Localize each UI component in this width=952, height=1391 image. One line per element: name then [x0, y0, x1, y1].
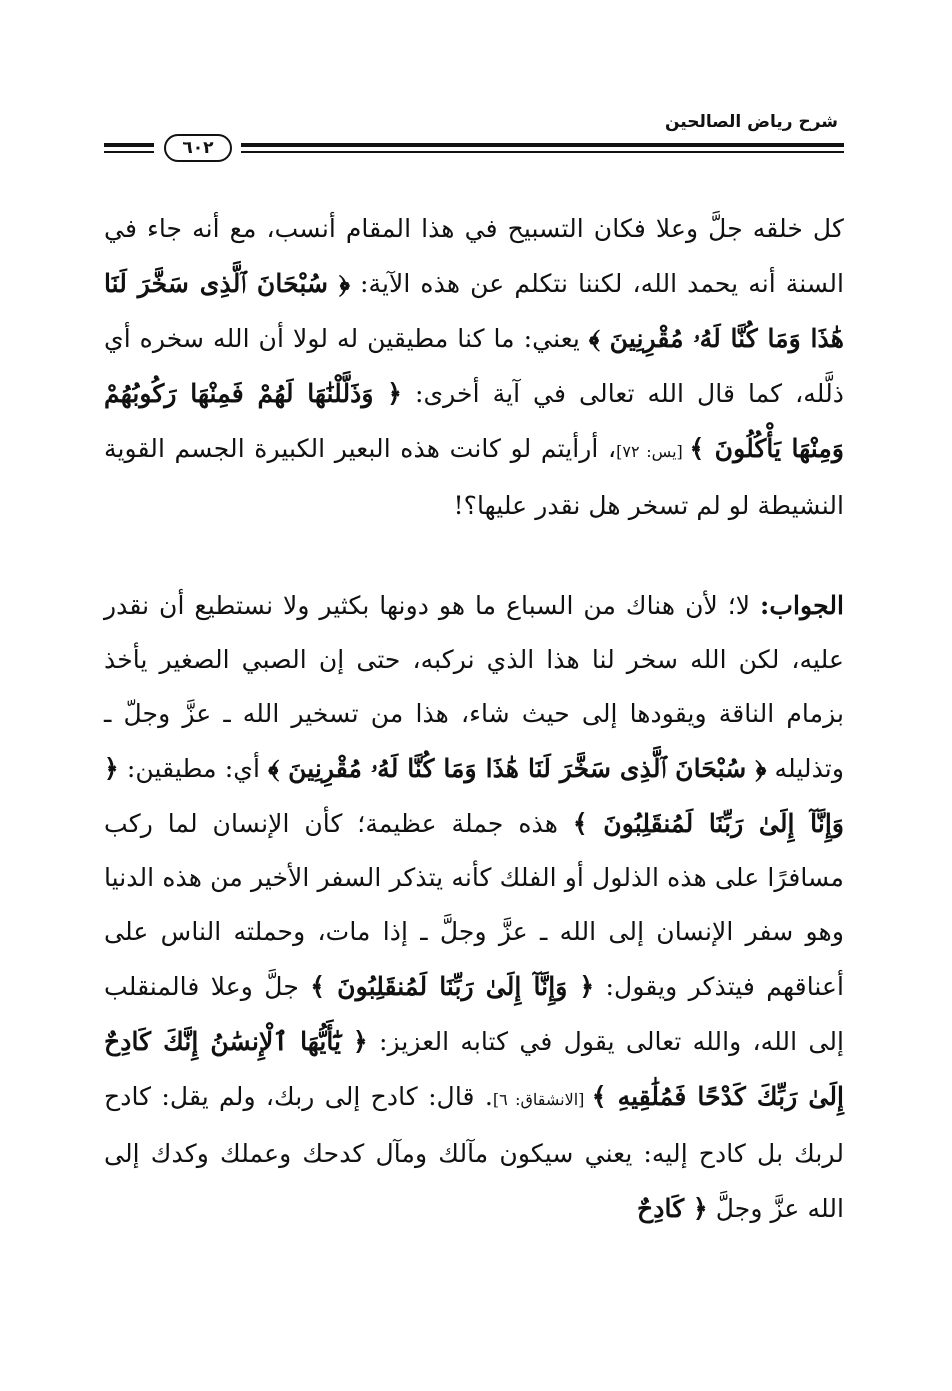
quran-verse: ﴿ سُبْحَانَ ٱلَّذِى سَخَّرَ لَنَا هَٰذَا وَمَا كُنَّا لَهُۥ مُقْرِنِينَ ﴾: [104, 268, 844, 353]
header-rule-left-thick: [104, 143, 154, 147]
book-title: شرح رياض الصالحين: [664, 112, 838, 132]
text: يعني: ما كنا مطيقين له لولا أن الله سخره أي ذلَّله، كما قال الله تعالى في آية أخرى:: [104, 324, 844, 408]
text: لا؛ لأن هناك من السباع ما هو دونها بكثير ولا نستطيع أن نقدر عليه، لكن الله سخر لنا هذا الذي نركبه، حتى إن الصبي الصغير يأخذ بزمام الناقة ويقودها إلى حيث شاء، هذا من تسخير الله ـ عزَّ وجلّ ـ وتذليله: [104, 591, 844, 783]
quran-verse: ﴿ كَادِحٌ: [637, 1193, 708, 1223]
paragraph-2: [104, 578, 844, 1236]
text: ، أرأيتم لو كانت هذه البعير الكبيرة الجسم القوية النشيطة لو لم تسخر هل نقدر عليها؟!: [104, 434, 844, 520]
text: أي: مطيقين:: [118, 754, 269, 783]
quran-verse: ﴿ وَذَلَّلْنَٰهَا لَهُمْ فَمِنْهَا رَكُوبُهُمْ وَمِنْهَا يَأْكُلُونَ ﴾: [104, 378, 844, 463]
verse-reference: [الانشقاق: ٦]: [492, 1090, 592, 1109]
header-rule-thin: [241, 151, 844, 153]
text: هذه جملة عظيمة؛ كأن الإنسان لما ركب مسافرًا على هذه الذلول أو الفلك كأنه يتذكر السفر الأخير من هذه الدنيا وهو سفر الإنسان إلى الله ـ عزَّ وجلَّ ـ إذا مات، وحملته الناس على أعناقهم فيتذكر ويقول:: [104, 809, 844, 1001]
page-header: [104, 104, 844, 164]
verse-reference: [يس: ٧٢]: [616, 442, 690, 461]
page-number: ٦٠٢: [164, 134, 232, 162]
paragraph-1: [104, 202, 844, 533]
answer-label: الجواب:: [760, 590, 844, 620]
text: . قال: كادح إلى ربك، ولم يقل: كادح لربك بل كادح إليه: يعني سيكون مآلك ومآل كدحك وعملك وكدك إلى الله عزَّ وجلَّ: [104, 1082, 844, 1223]
quran-verse: ﴿ وَإِنَّآ إِلَىٰ رَبِّنَا لَمُنقَلِبُونَ ﴾: [104, 753, 844, 838]
text: جلَّ وعلا فالمنقلب إلى الله، والله تعالى يقول في كتابه العزيز:: [104, 972, 844, 1056]
header-rule-thick: [241, 143, 844, 147]
header-rule-left-thin: [104, 151, 154, 153]
quran-verse: ﴿ سُبْحَانَ ٱلَّذِى سَخَّرَ لَنَا هَٰذَا وَمَا كُنَّا لَهُۥ مُقْرِنِينَ ﴾: [268, 753, 767, 783]
quran-verse: ﴿ يَٰٓأَيُّهَا ٱلْإِنسَٰنُ إِنَّكَ كَادِحٌ إِلَىٰ رَبِّكَ كَدْحًا فَمُلَٰقِيهِ ﴾: [104, 1026, 845, 1111]
text: كل خلقه جلَّ وعلا فكان التسبيح في هذا المقام أنسب، مع أنه جاء في السنة أنه يحمد الله، لكننا نتكلم عن هذه الآية:: [104, 214, 844, 298]
quran-verse: ﴿ وَإِنَّآ إِلَىٰ رَبِّنَا لَمُنقَلِبُونَ ﴾: [310, 971, 595, 1001]
